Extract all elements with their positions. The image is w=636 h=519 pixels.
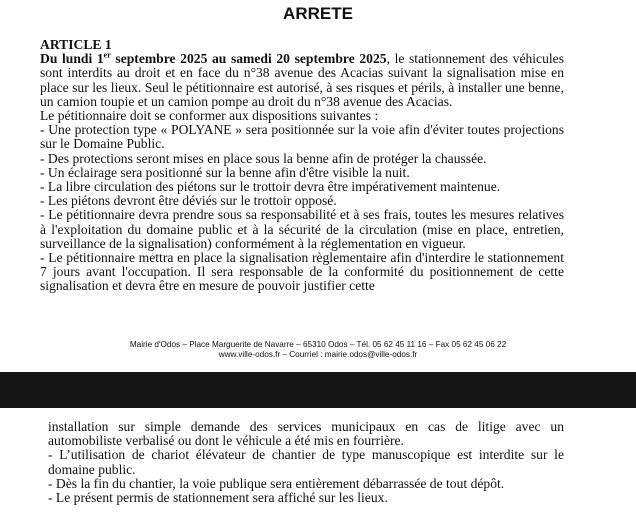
paragraph-dates-text: , le stationnement des véhicules sont interdits au droit et en face du n°38 avenue des Acacias suivant la signalisation mise en place sur les lieux. Seul le pétitionnaire est autorisé, à ses risques et périls, à installer une benne, un camion toupie et un camion pompe au droit du n°38 avenue des Acacias. bbox=[40, 51, 564, 109]
list-item: - Dès la fin du chantier, la voie publique sera entièrement débarrassée de tout dépôt. bbox=[48, 475, 505, 491]
page2-body bbox=[48, 420, 564, 505]
date-range-rest: septembre 2025 au samedi 20 septembre 2025 bbox=[110, 51, 387, 67]
page-footer bbox=[0, 340, 636, 360]
list-item: - Des protections seront mises en place sous la benne afin de protéger la chaussée. bbox=[40, 150, 487, 166]
list-item: - L’utilisation de chariot élévateur de chantier de type manuscopique est interdite sur le domaine public. bbox=[48, 447, 564, 477]
article-heading: ARTICLE 1 bbox=[40, 37, 112, 52]
continuation-paragraph: installation sur simple demande des services municipaux en cas de litige avec un automobiliste verbalisé ou dont le véhicule a été mis en fourrière. bbox=[48, 419, 564, 449]
paragraph-dates bbox=[40, 52, 564, 109]
list-item: - Le pétitionnaire mettra en place la signalisation règlementaire afin d'interdire le stationnement 7 jours avant l'occupation. Il sera responsable de la conformité du positionnement de cette signalisation et devra être en mesure de pouvoir justifier cette bbox=[40, 250, 564, 294]
footer-address: Mairie d'Odos – Place Marguerite de Navarre – 65310 Odos – Tél. 05 62 45 11 16 – Fax 05 62 45 06 22 bbox=[129, 340, 507, 349]
page-divider bbox=[0, 372, 636, 408]
document-page-2 bbox=[0, 408, 636, 519]
list-item: - Les piétons devront être déviés sur le trottoir opposé. bbox=[40, 193, 337, 209]
list-item: - Le présent permis de stationnement sera affiché sur les lieux. bbox=[48, 490, 388, 506]
page1-body bbox=[40, 38, 564, 294]
date-range-lead: Du lundi 1 bbox=[40, 51, 104, 67]
date-range-sup: er bbox=[103, 50, 111, 60]
footer-contact: www.ville-odos.fr – Courriel : mairie.odos@ville-odos.fr bbox=[218, 350, 418, 359]
intro-line: Le pétitionnaire doit se conformer aux dispositions suivantes : bbox=[40, 108, 379, 124]
list-item: - La libre circulation des piétons sur le trottoir devra être impérativement maintenue. bbox=[40, 179, 501, 195]
list-item: - Un éclairage sera positionné sur la benne afin d'être visible la nuit. bbox=[40, 164, 410, 180]
list-item: - Une protection type « POLYANE » sera positionnée sur la voie afin d'éviter toutes projections sur le Domaine Public. bbox=[40, 122, 564, 152]
list-item: - Le pétitionnaire devra prendre sous sa responsabilité et à ses frais, toutes les mesures relatives à l'exploitation du domaine public et à la sécurité de la circulation (mise en place, entretien, surveillance de la signalisation) conformément à la réglementation en vigueur. bbox=[40, 207, 564, 251]
document-title: ARRETE bbox=[283, 4, 353, 23]
